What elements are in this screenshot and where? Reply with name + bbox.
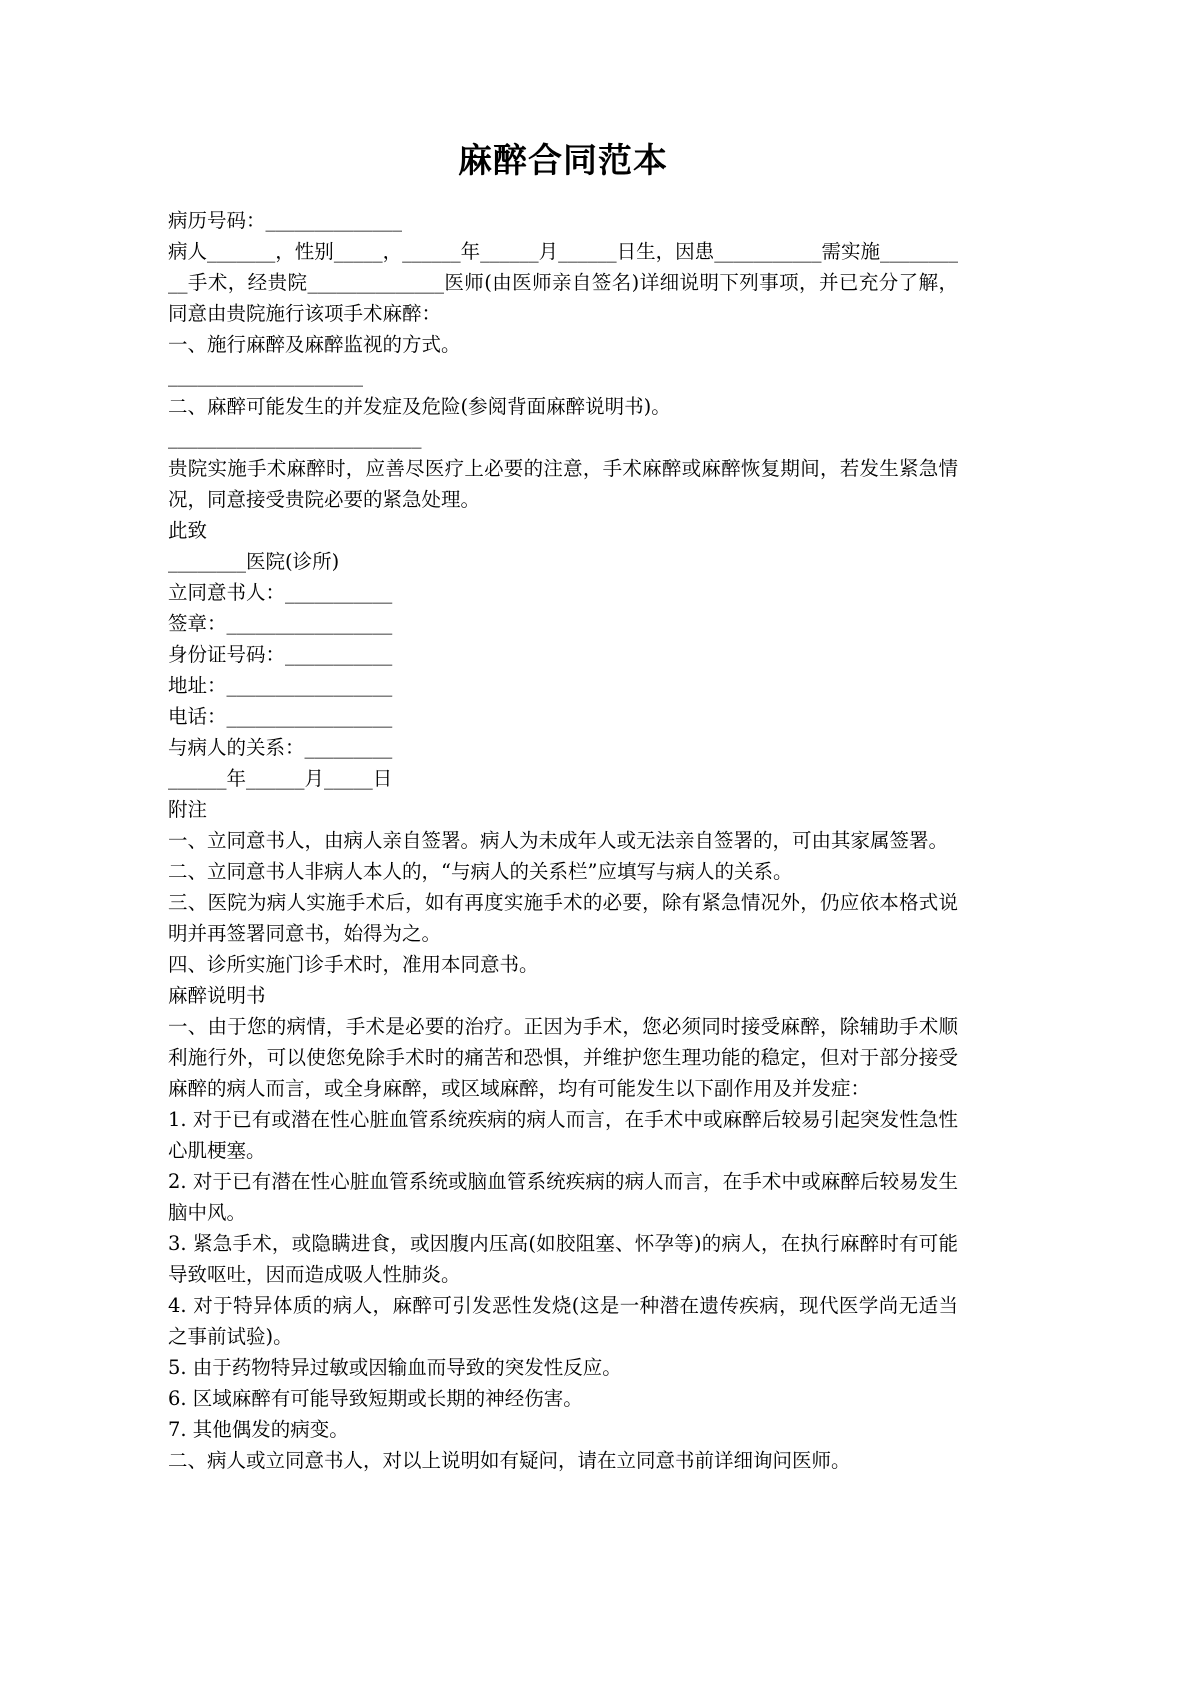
risk-item-1: 1. 对于已有或潜在性心脏血管系统疾病的病人而言，在手术中或麻醉后较易引起突发性急性心肌梗塞。 [168,1107,958,1162]
risk-item-6: 6. 区域麻醉有可能导致短期或长期的神经伤害。 [168,1386,583,1410]
note-item-2: 二、立同意书人非病人本人的，“与病人的关系栏”应填写与病人的关系。 [168,859,793,883]
section-two-heading: 二、麻醉可能发生的并发症及危险(参阅背面麻醉说明书)。 [168,394,671,418]
field-signature-date: ______年______月_____日 [168,766,393,790]
anesthesia-instructions-heading: 麻醉说明书 [168,983,266,1007]
note-item-4: 四、诊所实施门诊手术时，准用本同意书。 [168,952,539,976]
field-address: 地址：_________________ [168,673,393,697]
field-relationship-to-patient: 与病人的关系：_________ [168,735,393,759]
risk-item-2: 2. 对于已有潜在性心脏血管系统或脑血管系统疾病的病人而言，在手术中或麻醉后较易发生脑中风。 [168,1169,958,1224]
field-signature-seal: 签章：_________________ [168,611,393,635]
section-two-blank-rule: __________________________ [168,425,422,449]
risk-item-5: 5. 由于药物特异过敏或因输血而导致的突发性反应。 [168,1355,622,1379]
instructions-section-one: 一、由于您的病情，手术是必要的治疗。正因为手术，您必须同时接受麻醉，除辅助手术顺利施行外，可以使您免除手术时的痛苦和恐惧，并维护您生理功能的稳定，但对于部分接受麻醉的病人而言，或全身麻醉，或区域麻醉，均有可能发生以下副作用及并发症： [168,1014,958,1100]
field-hospital-name: ________医院(诊所) [168,549,340,573]
notes-heading: 附注 [168,797,208,821]
paragraph-patient-info: 病人_______，性别_____，______年______月______日生，因患___________需实施__________手术，经贵院______________医师(由医师亲自签名)详细说明下列事项，并已充分了解，同意由贵院施行该项手术麻醉： [168,239,958,325]
section-one-blank-rule: ____________________ [168,363,363,387]
note-item-1: 一、立同意书人，由病人亲自签署。病人为未成年人或无法亲自签署的，可由其家属签署。 [168,828,949,852]
closing-salutation: 此致 [168,518,208,542]
field-id-number: 身份证号码：___________ [168,642,393,666]
risk-item-4: 4. 对于特异体质的病人，麻醉可引发恶性发烧(这是一种潜在遗传疾病，现代医学尚无适当之事前试验)。 [168,1293,958,1348]
section-one-heading: 一、施行麻醉及麻醉监视的方式。 [168,332,461,356]
field-consenter-name: 立同意书人：___________ [168,580,393,604]
risk-item-7: 7. 其他偶发的病变。 [168,1417,349,1441]
field-medical-record-number: 病历号码：______________ [168,208,403,232]
document-body [168,140,958,1476]
paragraph-emergency-consent: 贵院实施手术麻醉时，应善尽医疗上必要的注意，手术麻醉或麻醉恢复期间，若发生紧急情况，同意接受贵院必要的紧急处理。 [168,456,958,511]
risk-item-3: 3. 紧急手术，或隐瞒进食，或因腹内压高(如胶阻塞、怀孕等)的病人，在执行麻醉时有可能导致呕吐，因而造成吸人性肺炎。 [168,1231,958,1286]
instructions-section-two: 二、病人或立同意书人，对以上说明如有疑问，请在立同意书前详细询问医师。 [168,1448,851,1472]
note-item-3: 三、医院为病人实施手术后，如有再度实施手术的必要，除有紧急情况外，仍应依本格式说明并再签署同意书，始得为之。 [168,890,958,945]
field-phone: 电话：_________________ [168,704,393,728]
page-title: 麻醉合同范本 [458,141,668,181]
